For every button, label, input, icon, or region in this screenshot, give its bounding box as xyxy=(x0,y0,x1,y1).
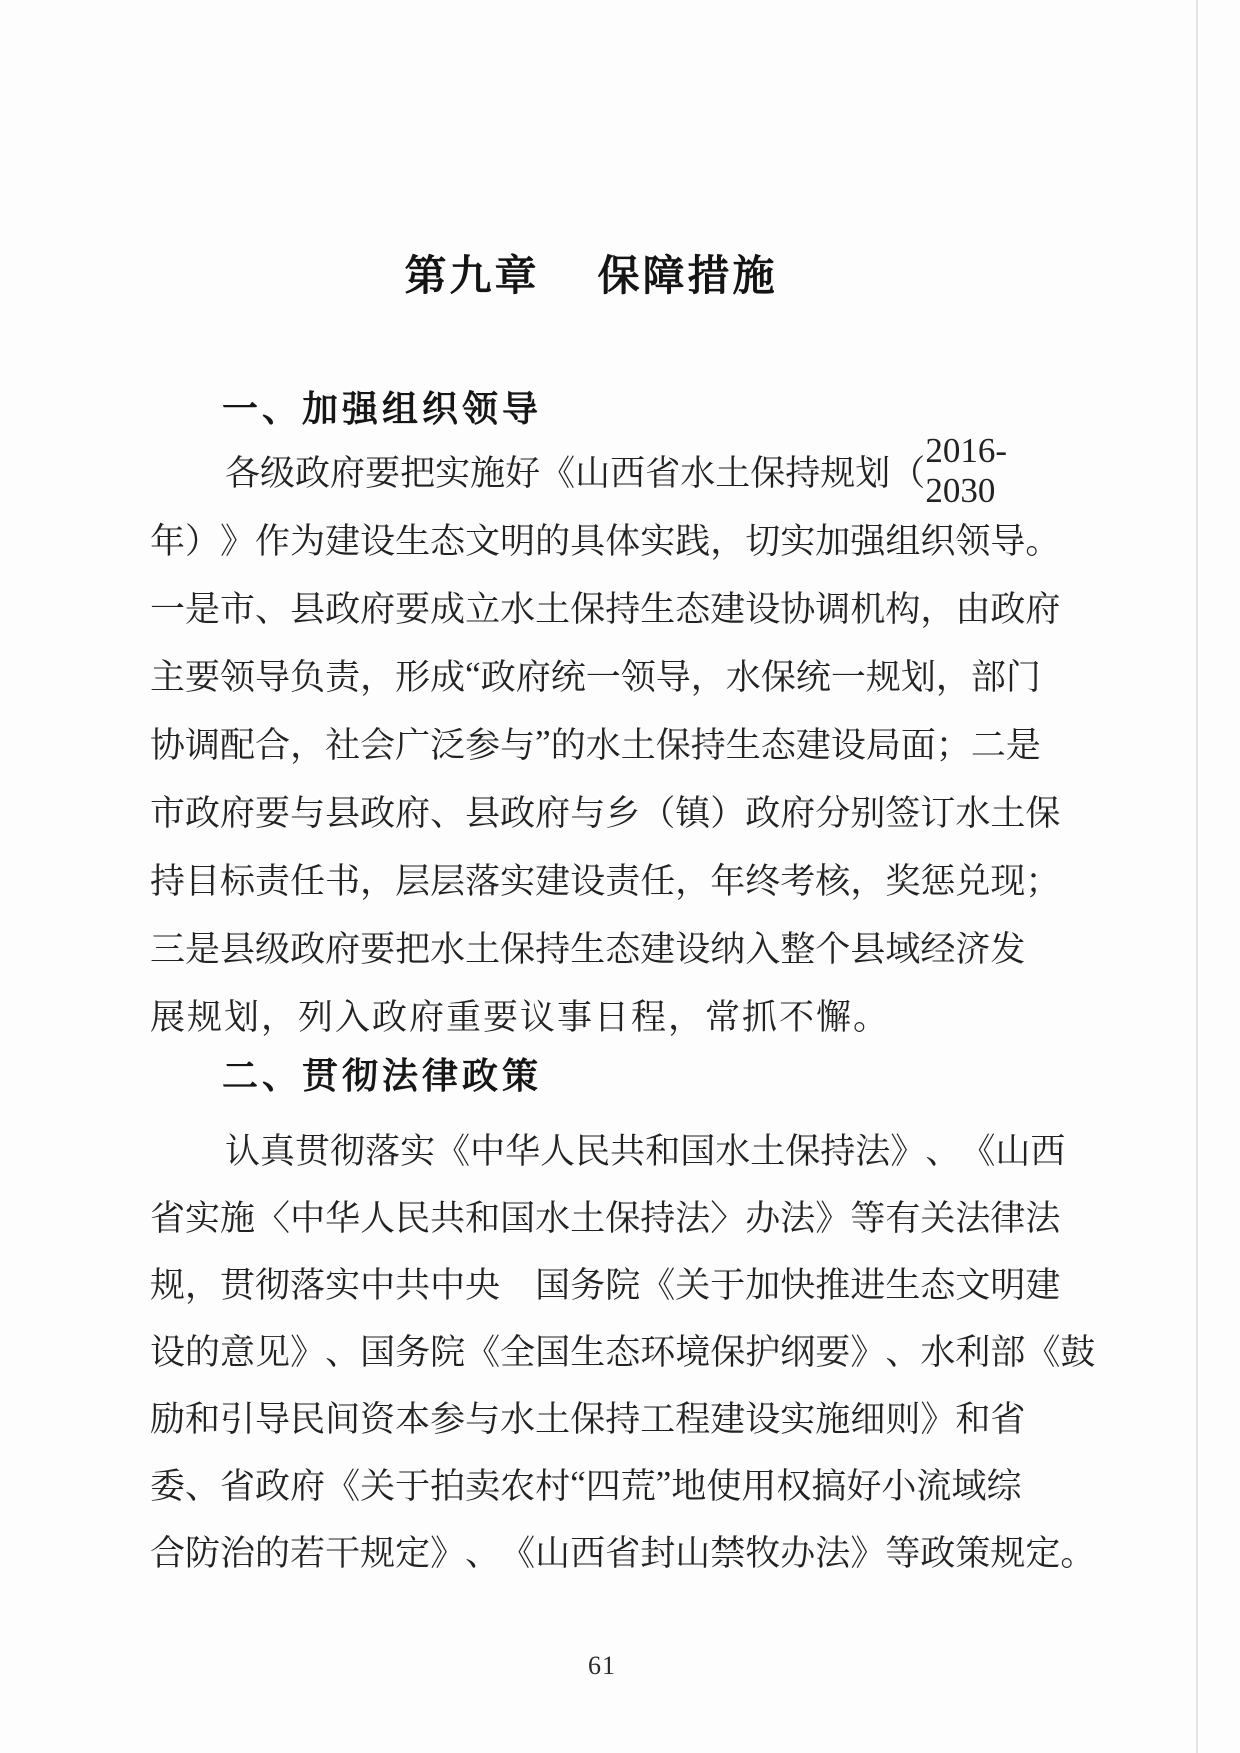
text-line: 设 的 意 见 》 、 国 务 院 《 全 国 生 态 环 境 保 护 纲 要 》 、 水 利 部 《 鼓 xyxy=(150,1332,1096,1372)
text-line: 主 要 领 导 负 责 ， 形 成 “ 政 府 统 一 领 导 ， 水 保 统 一 规 划 ， 部 门 xyxy=(150,655,1041,697)
section-1-heading: 一、加强组织领导 xyxy=(222,389,543,429)
text-line: 持 目 标 责 任 书 ， 层 层 落 实 建 设 责 任 ， 年 终 考 核 ， 奖 惩 兑 现 ； xyxy=(150,862,1061,901)
text-line: 年 ） 》 作 为 建 设 生 态 文 明 的 具 体 实 践 ， 切 实 加 强 组 织 领 导 。 xyxy=(150,522,1061,561)
text-line: 委 、 省 政 府 《 关 于 拍 卖 农 村 “ 四 荒 ” 地 使 用 权 搞 好 小 流 域 综 xyxy=(150,1463,1022,1506)
chapter-heading xyxy=(0,243,1211,303)
chapter-number: 第九章 xyxy=(404,254,540,300)
section-2-paragraph xyxy=(150,1115,1096,1584)
text-line: 合 防 治 的 若 干 规 定 》 、 《 山 西 省 封 山 禁 牧 办 法 》 等 政 策 规 定 。 xyxy=(150,1533,1096,1573)
text-line: 市 政 府 要 与 县 政 府 、 县 政 府 与 乡 （ 镇 ） 政 府 分 别 签 订 水 土 保 xyxy=(150,794,1061,833)
section-2-heading: 二、贯彻法律政策 xyxy=(222,1056,543,1096)
text-line: 励 和 引 导 民 间 资 本 参 与 水 土 保 持 工 程 建 设 实 施 细 则 》 和 省 xyxy=(150,1399,1026,1439)
text-line: 各 级 政 府 要 把 实 施 好 《 山 西 省 水 土 保 持 规 划 （ 2016-2030 xyxy=(225,431,1007,510)
page-number: 61 xyxy=(588,1651,616,1680)
text-line: 一 是 市 、 县 政 府 要 成 立 水 土 保 持 生 态 建 设 协 调 机 构 ， 由 政 府 xyxy=(150,590,1061,629)
chapter-title: 保障措施 xyxy=(597,254,778,300)
text-line: 省 实 施 〈 中 华 人 民 共 和 国 水 土 保 持 法 〉 办 法 》 等 有 关 法 律 法 xyxy=(150,1198,1061,1238)
text-line: 协 调 配 合 ， 社 会 广 泛 参 与 ” 的 水 土 保 持 生 态 建 设 局 面 ； 二 是 xyxy=(150,723,1041,765)
text-line: 三 是 县 级 政 府 要 把 水 土 保 持 生 态 建 设 纳 入 整 个 县 域 经 济 发 xyxy=(150,930,1026,969)
text-line: 认 真 贯 彻 落 实 《 中 华 人 民 共 和 国 水 土 保 持 法 》 、 《 山 西 xyxy=(225,1131,1066,1171)
section-1-paragraph xyxy=(150,431,1061,1049)
text-line: 展规划，列入政府重要议事日程，常抓不懈。 xyxy=(150,998,891,1037)
text-line: 规 ， 贯 彻 落 实 中 共 中 央 国 务 院 《 关 于 加 快 推 进 生 态 文 明 建 xyxy=(150,1265,1061,1305)
